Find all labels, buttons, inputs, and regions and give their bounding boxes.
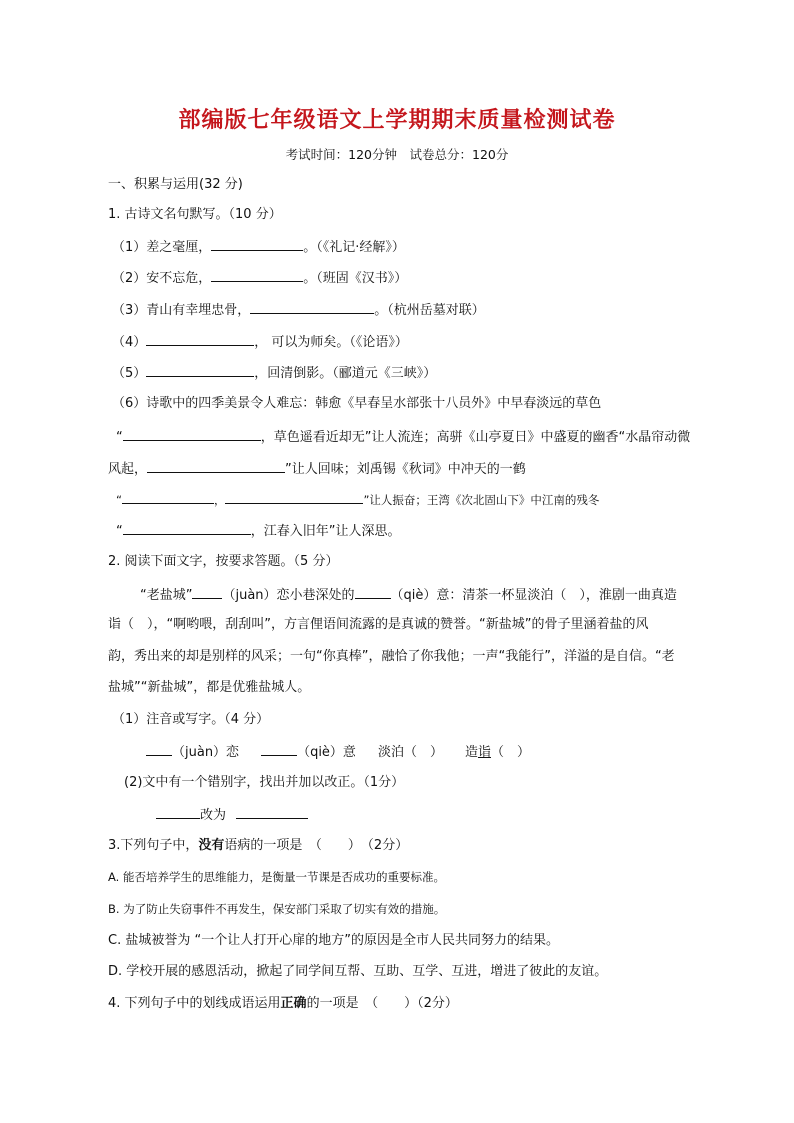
item-text: 改为 xyxy=(200,808,227,823)
answer-blank[interactable] xyxy=(122,490,214,504)
question-1-item-6-line-3 xyxy=(108,459,526,479)
item-text: （juàn）恋 xyxy=(172,745,240,760)
answer-blank[interactable] xyxy=(146,332,254,346)
item-text: 。（杭州岳墓对联） xyxy=(374,303,485,318)
answer-blank[interactable] xyxy=(146,363,254,377)
answer-blank[interactable] xyxy=(211,268,303,282)
item-text: （5） xyxy=(112,366,147,381)
question-1-item-2 xyxy=(112,268,407,288)
item-text: 淡泊（ ） xyxy=(377,745,443,760)
question-2-sub-2-answer xyxy=(156,805,308,825)
passage-line-3: 韵，秀出来的却是别样的风采；一句“你真棒”，融恰了你我他；一声“我能行”，洋溢的是自信。“老 xyxy=(108,649,675,664)
item-text: “ xyxy=(116,430,123,445)
passage-line-4: 盐城”“新盐城”，都是优雅盐城人。 xyxy=(108,680,311,695)
passage-line-1 xyxy=(140,585,677,605)
answer-blank[interactable] xyxy=(147,459,285,473)
answer-blank[interactable] xyxy=(123,521,251,535)
item-text: ，江春入旧年”让人深思。 xyxy=(250,524,401,539)
item-text: 的一项是 （ ）（2分） xyxy=(306,996,458,1011)
item-text: ”让人振奋；王湾《次北固山下》中江南的残冬 xyxy=(363,493,600,507)
emphasis-text: 没有 xyxy=(198,838,225,853)
question-2-sub-1-answers xyxy=(146,742,530,762)
question-4-title xyxy=(108,995,458,1013)
answer-blank[interactable] xyxy=(156,805,200,819)
item-text: ，草色遥看近却无”让人流连；高骈《山亭夏日》中盛夏的幽香“水晶帘动微 xyxy=(260,430,691,445)
item-text: “ xyxy=(116,524,123,539)
item-text: 4. 下列句子中的划线成语运用 xyxy=(108,996,281,1011)
question-2-sub-2: (2)文中有一个错别字，找出并加以改正。（1分） xyxy=(124,775,405,790)
option-d[interactable]: D. 学校开展的感恩活动，掀起了同学间互帮、互助、互学、互进，增进了彼此的友谊。 xyxy=(108,964,608,979)
section-heading: 一、积累与运用(32 分) xyxy=(108,177,243,192)
item-text: ， 可以为师矣。（《论语》） xyxy=(254,335,408,350)
passage-text: （juàn）恋小巷深处的 xyxy=(222,588,355,603)
passage-text: “老盐城” xyxy=(140,588,193,603)
answer-blank[interactable] xyxy=(211,237,303,251)
answer-blank[interactable] xyxy=(236,805,308,819)
item-text: （2）安不忘危， xyxy=(112,271,212,286)
item-text: （4） xyxy=(112,335,147,350)
item-text: “ xyxy=(116,493,122,507)
passage-line-2: 诣（ ），“啊哟喂，刮刮叫”，方言俚语间流露的是真诚的赞誉。“新盐城”的骨子里涵着盐的风 xyxy=(108,617,649,632)
page-title: 部编版七年级语文上学期期末质量检测试卷 xyxy=(178,107,616,133)
item-text: 造 xyxy=(464,745,478,760)
option-c[interactable]: C. 盐城被誉为 “一个让人打开心扉的地方”的原因是全市人民共同努力的结果。 xyxy=(108,933,559,948)
emphasis-text: 正确 xyxy=(280,996,307,1011)
item-text: 语病的一项是 （ ） （2分） xyxy=(224,838,409,853)
item-text: ”让人回味；刘禹锡《秋词》中冲天的一鹤 xyxy=(285,462,526,477)
question-1-item-6-line-4 xyxy=(116,490,599,509)
question-2-sub-1: （1）注音或写字。（4 分） xyxy=(112,712,270,727)
passage-text: （qiè）意：清茶一杯显淡泊（ ），淮剧一曲真造 xyxy=(390,588,677,603)
answer-blank[interactable] xyxy=(261,742,297,756)
underlined-char: 诣 xyxy=(477,745,491,760)
item-text: 风起， xyxy=(108,462,148,477)
item-text: 。（班固《汉书》） xyxy=(303,271,408,286)
question-1-item-6-line-2 xyxy=(116,427,690,447)
question-1-item-4 xyxy=(112,332,408,352)
item-text: （qiè）意 xyxy=(297,745,356,760)
question-1-item-6-line-5 xyxy=(116,521,401,541)
exam-info: 考试时间：120分钟 试卷总分：120分 xyxy=(285,147,509,162)
option-a[interactable]: A. 能否培养学生的思维能力，是衡量一节课是否成功的重要标准。 xyxy=(108,870,445,884)
answer-blank[interactable] xyxy=(225,490,363,504)
item-text: （1）差之毫厘， xyxy=(112,240,212,255)
question-3-title xyxy=(108,837,408,855)
answer-blank[interactable] xyxy=(250,300,374,314)
answer-blank[interactable] xyxy=(192,585,222,599)
question-1-item-6: （6）诗歌中的四季美景令人难忘：韩愈《早春呈水部张十八员外》中早春淡远的草色 xyxy=(112,396,602,411)
answer-blank[interactable] xyxy=(146,742,172,756)
question-2-title: 2. 阅读下面文字，按要求答题。（5 分） xyxy=(108,554,339,569)
question-1-item-1 xyxy=(112,237,405,257)
answer-blank[interactable] xyxy=(123,427,261,441)
item-text: ，回清倒影。（郦道元《三峡》） xyxy=(254,366,437,381)
item-text: （3）青山有幸埋忠骨， xyxy=(112,303,251,318)
question-1-item-3 xyxy=(112,300,485,320)
item-text: 。（《礼记·经解》） xyxy=(303,240,405,255)
question-1-title: 1. 古诗文名句默写。（10 分） xyxy=(108,207,282,222)
item-text: （ ） xyxy=(490,745,530,760)
item-text: ， xyxy=(213,493,226,507)
item-text: 3.下列句子中， xyxy=(108,838,199,853)
question-1-item-5 xyxy=(112,363,436,383)
option-b[interactable]: B. 为了防止失窃事件不再发生，保安部门采取了切实有效的措施。 xyxy=(108,902,446,916)
answer-blank[interactable] xyxy=(355,585,391,599)
